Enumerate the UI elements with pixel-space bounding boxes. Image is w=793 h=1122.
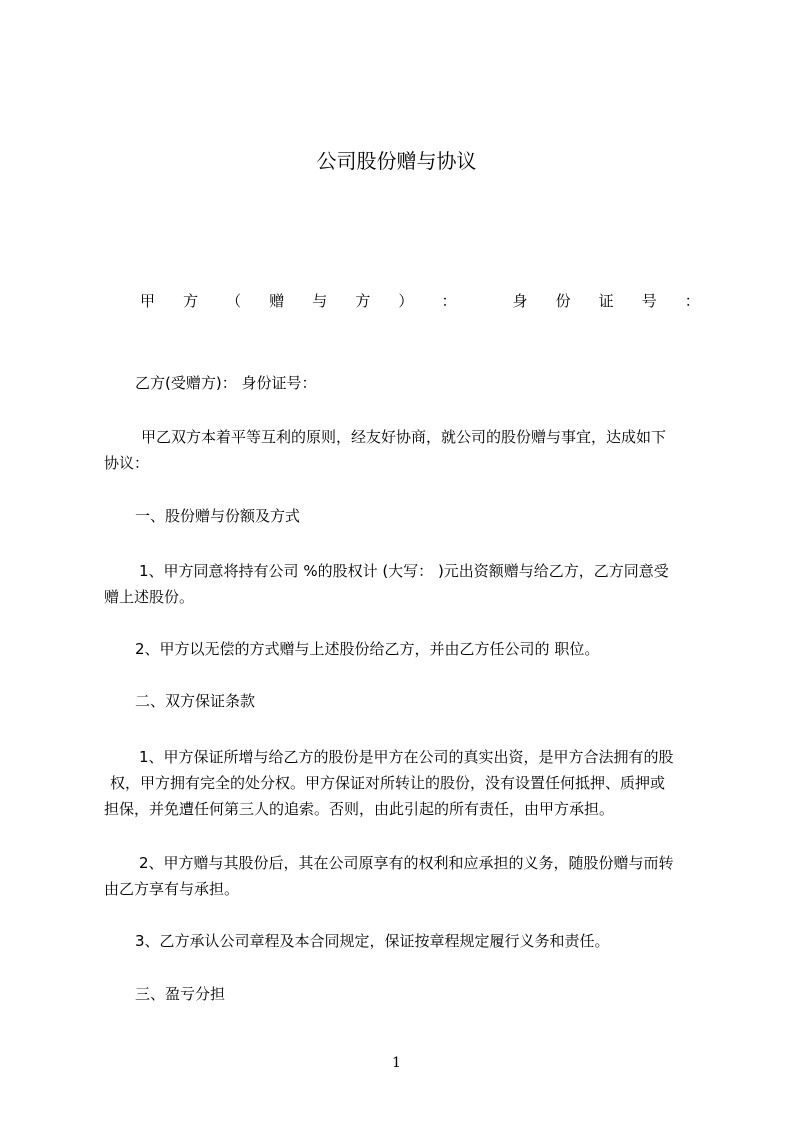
clause-line: 由乙方享有与承担。 <box>104 880 240 898</box>
party-a-char: 方 <box>355 292 371 310</box>
intro-line: 协议： <box>104 454 150 472</box>
party-a-char: 号 <box>641 292 657 310</box>
section-1-item-2: 2、甲方以无偿的方式赠与上述股份给乙方，并由乙方任公司的 职位。 <box>135 640 600 658</box>
party-b-line: 乙方(受赠方)： 身份证号： <box>135 374 317 392</box>
clause-line: 1、甲方保证所增与给乙方的股份是甲方在公司的真实出资，是甲方合法拥有的股 <box>139 748 674 766</box>
intro-paragraph <box>104 424 716 476</box>
party-a-char: 证 <box>598 292 614 310</box>
clause-line: 1、甲方同意将持有公司 %的股权计 (大写： )元出资额赠与给乙方，乙方同意受 <box>139 562 669 580</box>
party-a-char: 方 <box>183 292 199 310</box>
party-a-char: ） <box>398 292 414 310</box>
section-2-item-2 <box>104 850 716 902</box>
clause-line: 权，甲方拥有完全的处分权。甲方保证对所转让的股份，没有设置任何抵押、质押或 <box>110 774 666 792</box>
party-a-char: 赠 <box>269 292 285 310</box>
party-a-line <box>140 290 700 311</box>
clause-line: 赠上述股份。 <box>104 588 195 606</box>
section-1-item-1 <box>104 558 716 610</box>
party-a-char: 份 <box>555 292 571 310</box>
section-2-item-1 <box>104 744 716 822</box>
clause-line: 担保，并免遭任何第三人的追索。否则，由此引起的所有责任，由甲方承担。 <box>104 800 615 818</box>
clause-line: 2、甲方赠与其股份后，其在公司原享有的权利和应承担的义务，随股份赠与而转 <box>139 854 674 872</box>
section-3-heading: 三、盈亏分担 <box>135 985 226 1003</box>
party-a-char: 身 <box>512 292 528 310</box>
section-2-heading: 二、双方保证条款 <box>135 692 256 710</box>
party-a-char: ： <box>684 292 700 310</box>
intro-line: 甲乙双方本着平等互利的原则，经友好协商，就公司的股份赠与事宜，达成如下 <box>141 428 667 446</box>
section-2-item-3: 3、乙方承认公司章程及本合同规定，保证按章程规定履行义务和责任。 <box>135 932 610 950</box>
document-title: 公司股份赠与协议 <box>316 149 477 173</box>
party-a-char: 甲 <box>140 292 156 310</box>
party-a-char: （ <box>226 292 242 310</box>
party-a-char: 与 <box>312 292 328 310</box>
page-number: 1 <box>392 1055 401 1071</box>
section-1-heading: 一、股份赠与份额及方式 <box>135 507 301 525</box>
party-a-char: ： <box>441 292 457 310</box>
